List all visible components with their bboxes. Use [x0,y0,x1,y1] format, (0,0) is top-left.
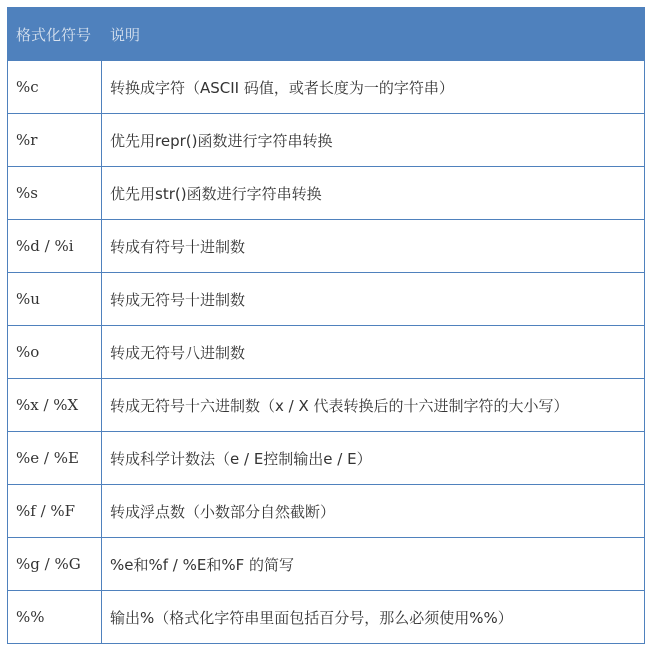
format-symbol-cell: %o [8,326,102,379]
format-symbol-cell: %r [8,114,102,167]
table-header-row [8,8,645,61]
format-symbol-cell: %c [8,61,102,114]
format-symbol-cell: %e / %E [8,432,102,485]
table-row [8,61,645,114]
header-description: 说明 [102,8,645,61]
format-symbol-cell: %u [8,273,102,326]
header-format-symbol: 格式化符号 [8,8,102,61]
table-row [8,273,645,326]
description-cell: 转成浮点数（小数部分自然截断） [102,485,645,538]
table-row [8,538,645,591]
description-cell: 优先用str()函数进行字符串转换 [102,167,645,220]
table-row [8,591,645,644]
format-symbol-cell: %x / %X [8,379,102,432]
description-cell: 转成无符号八进制数 [102,326,645,379]
description-cell: %e和%f / %E和%F 的简写 [102,538,645,591]
description-cell: 优先用repr()函数进行字符串转换 [102,114,645,167]
description-cell: 转成无符号十进制数 [102,273,645,326]
description-cell: 转成无符号十六进制数（x / X 代表转换后的十六进制字符的大小写） [102,379,645,432]
description-cell: 转换成字符（ASCII 码值，或者长度为一的字符串） [102,61,645,114]
table-row [8,114,645,167]
format-symbol-cell: %g / %G [8,538,102,591]
table-row [8,432,645,485]
description-cell: 转成科学计数法（e / E控制输出e / E） [102,432,645,485]
table-row [8,485,645,538]
table-row [8,326,645,379]
description-cell: 转成有符号十进制数 [102,220,645,273]
table-row [8,379,645,432]
format-symbol-cell: %% [8,591,102,644]
table-row [8,220,645,273]
format-symbol-cell: %f / %F [8,485,102,538]
table-row [8,167,645,220]
format-specifier-table [7,7,645,644]
description-cell: 输出%（格式化字符串里面包括百分号，那么必须使用%%） [102,591,645,644]
format-symbol-cell: %d / %i [8,220,102,273]
format-symbol-cell: %s [8,167,102,220]
